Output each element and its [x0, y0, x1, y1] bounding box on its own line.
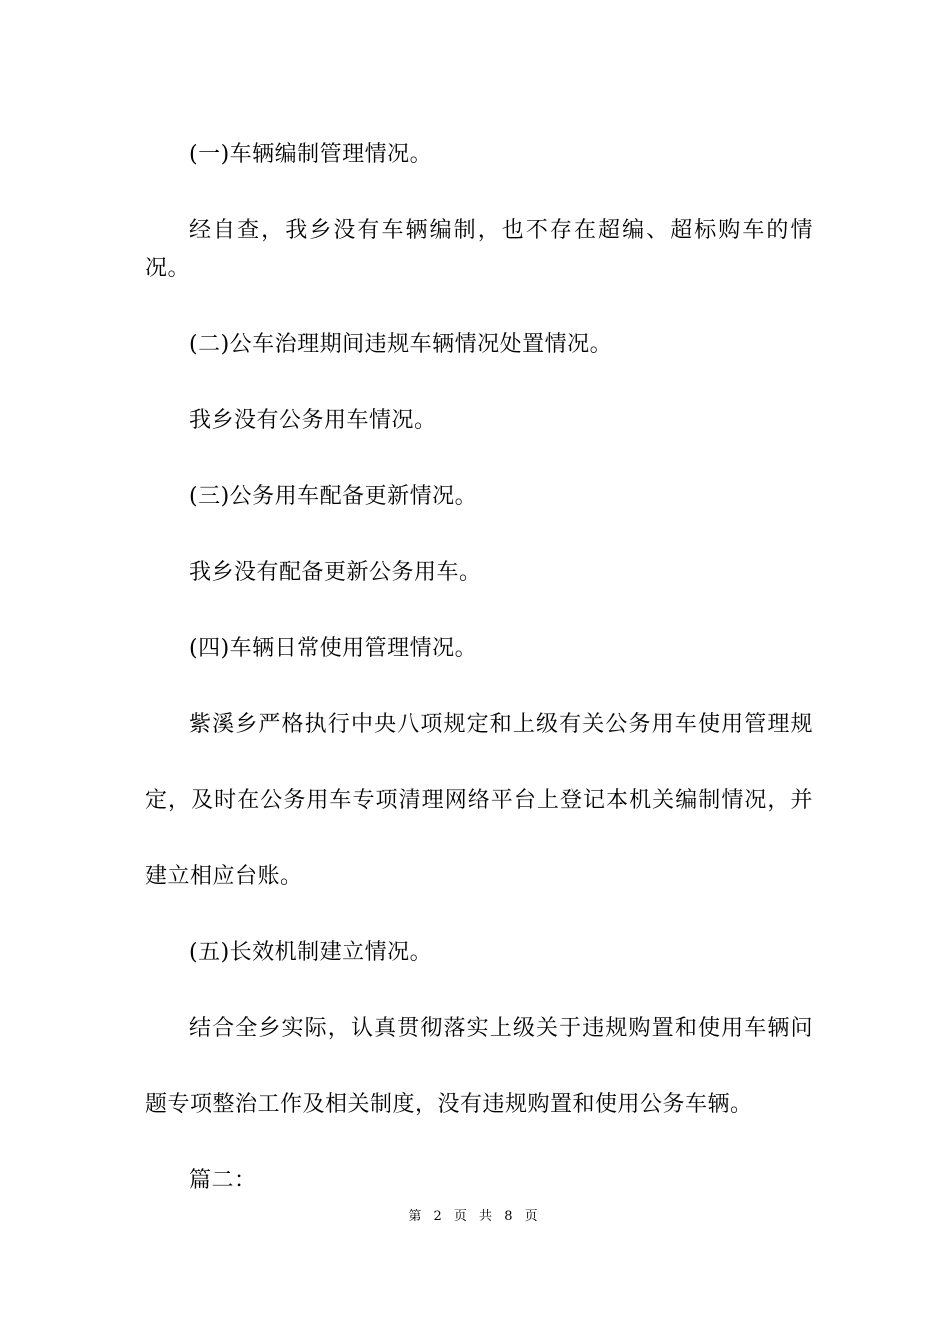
- document-body: [145, 136, 813, 1238]
- paragraph-1: 经自查，我乡没有车辆编制，也不存在超编、超标购车的情况。: [145, 218, 813, 281]
- paragraph-3: 我乡没有配备更新公务用车。: [189, 560, 482, 585]
- paragraph-5: 结合全乡实际，认真贯彻落实上级关于违规购置和使用车辆问题专项整治工作及相关制度，没有违规购置和使用公务车辆。: [145, 1016, 813, 1117]
- page-number-footer: 第 2 页 共 8 页: [408, 1209, 542, 1224]
- section-heading-1: (一)车辆编制管理情况。: [189, 142, 433, 167]
- paragraph-2: 我乡没有公务用车情况。: [189, 408, 437, 433]
- section-heading-3: (三)公务用车配备更新情况。: [189, 484, 478, 509]
- part-heading: 篇二：: [189, 1168, 257, 1193]
- section-heading-4: (四)车辆日常使用管理情况。: [189, 636, 478, 661]
- paragraph-4: 紫溪乡严格执行中央八项规定和上级有关公务用车使用管理规定，及时在公务用车专项清理网络平台上登记本机关编制情况，并建立相应台账。: [145, 712, 813, 889]
- section-heading-5: (五)长效机制建立情况。: [189, 940, 433, 965]
- section-heading-2: (二)公车治理期间违规车辆情况处置情况。: [189, 332, 613, 357]
